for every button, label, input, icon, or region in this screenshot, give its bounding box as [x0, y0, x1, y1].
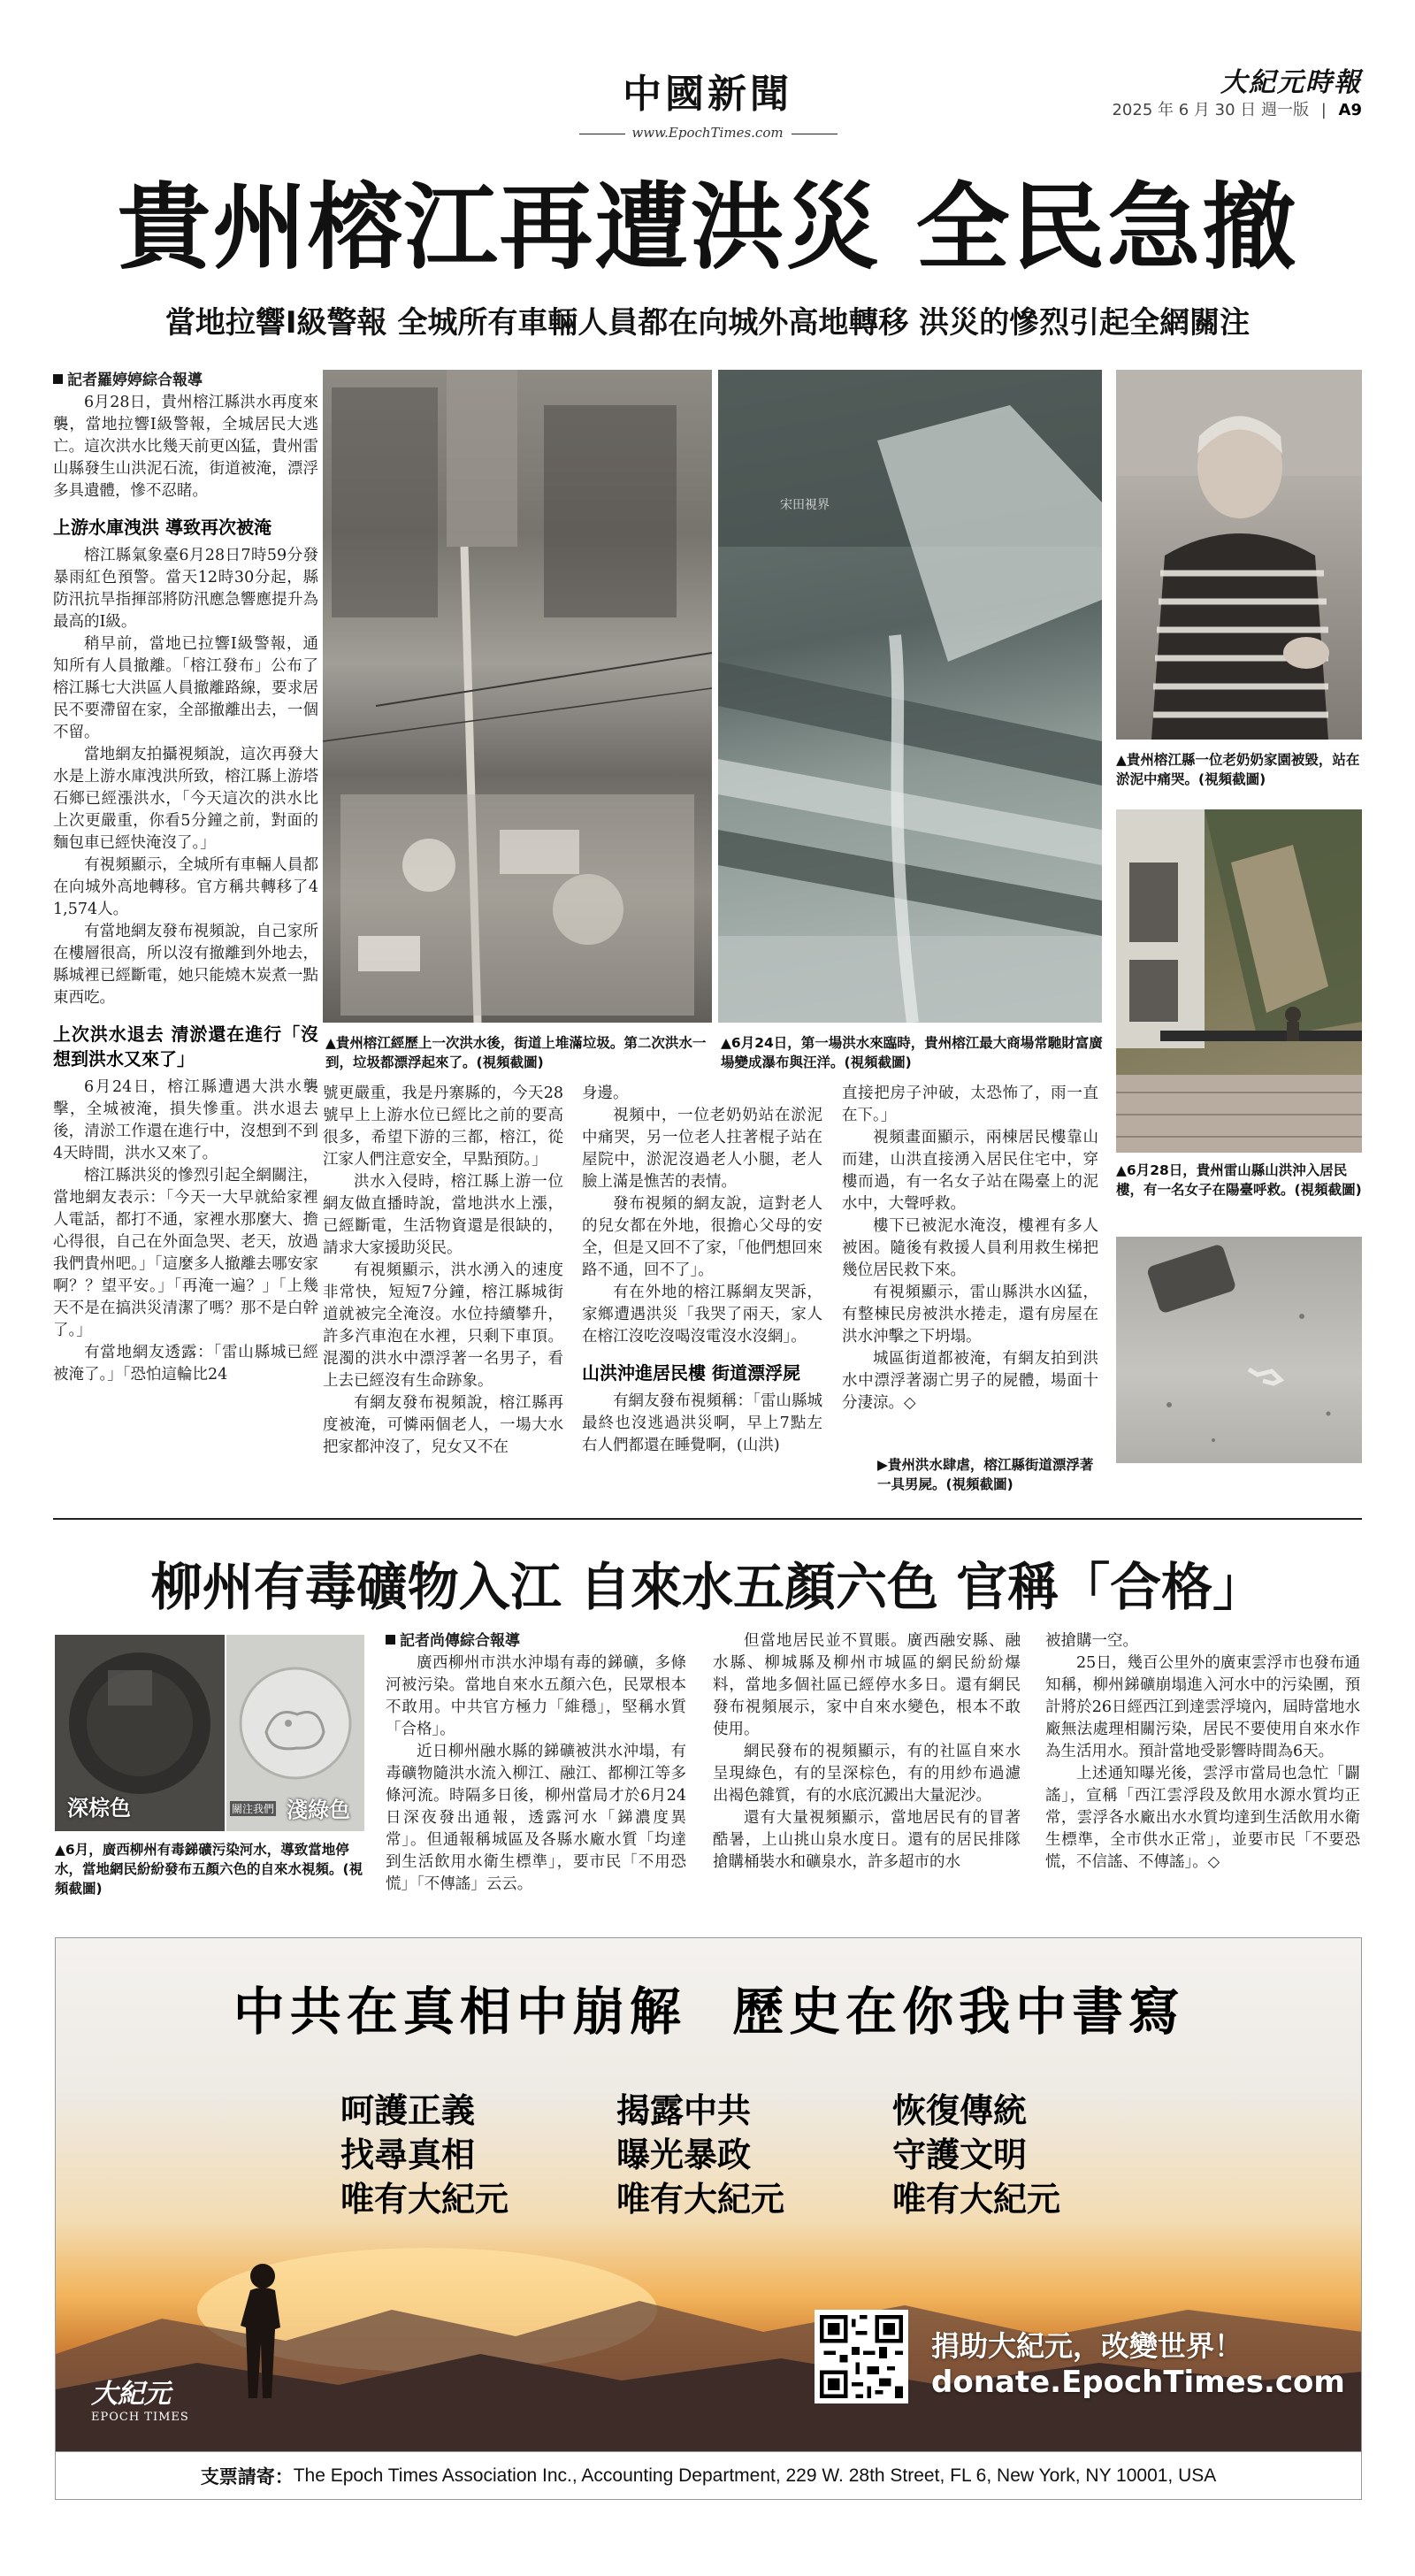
- date-separator: |: [1320, 101, 1327, 119]
- video-watermark: 宋田視界: [780, 498, 830, 512]
- caption-mudslide: ▲6月28日，貴州雷山縣山洪沖入居民樓，有一名女子在陽臺呼救。(視頻截圖): [1116, 1162, 1362, 1198]
- mall-flood-photo: [718, 370, 1102, 1023]
- logo-chinese: 大紀元: [91, 2379, 171, 2410]
- issue-date: 2025 年 6 月 30 日 週一版: [1112, 101, 1309, 119]
- paragraph: 稍早前，當地已拉響Ⅰ級警報，通知所有人員撤離。「榕江發布」公布了榕江縣七大洪區人員撤離路線，要求居民不要滯留在家，全部撤離出去，一個不留。: [53, 635, 318, 741]
- follow-us-label: 關注我們: [232, 1803, 275, 1815]
- caption-mall: ▲6月24日，第一場洪水來臨時，貴州榕江最大商場常馳財富廣場變成瀑布與汪洋。(視頻截圖): [721, 1035, 1103, 1070]
- green-water-label: 淺綠色: [287, 1798, 350, 1822]
- paragraph: 有視頻顯示，雷山縣洪水凶猛，有整棟民房被洪水捲走，還有房屋在洪水沖擊之下坍塌。: [842, 1284, 1098, 1346]
- paragraph: 樓下已被泥水淹沒，樓裡有多人被困。隨後有救援人員利用救生梯把幾位居民救下來。: [842, 1217, 1098, 1279]
- ad-column-3: [892, 2089, 1060, 2221]
- paragraph: 有視頻顯示，洪水湧入的速度非常快，短短7分鐘，榕江縣城街道就被完全淹沒。水位持續攀升，許多汽車泡在水裡，只剩下車頂。混濁的洪水中漂浮著一名男子，看上去已經沒有生命跡象。: [323, 1261, 563, 1390]
- story1-lead: 6月28日，貴州榕江縣洪水再度來襲，當地拉響Ⅰ級警報，全城居民大逃亡。這次洪水比幾天前更凶猛，貴州雷山縣發生山洪泥石流，街道被淹，漂浮多具遺體，慘不忍睹。: [53, 394, 318, 500]
- paragraph: 洪水入侵時，榕江縣上游一位網友做直播時說，當地洪水上漲，已經斷電，生活物資還是很缺的，請求大家援助災民。: [323, 1173, 563, 1257]
- ad-column-1: [340, 2089, 509, 2221]
- paragraph: 網民發布的視頻顯示，有的社區自來水呈現綠色，有的呈深棕色，有的用紗布過濾出褐色雜質，有的水底沉澱出大量泥沙。: [713, 1743, 1021, 1805]
- page-number: A9: [1338, 101, 1362, 119]
- story2-column-1: [386, 1630, 686, 1896]
- story-divider: [53, 1518, 1362, 1520]
- paragraph: 上述通知曝光後，雲浮市當局也急忙「闢謠」，宣稱「西江雲浮段及飲用水源水質均正常，雲浮各水廠出水水質均達到生活飲用水衛生標準，全市供水正常」，並要市民「不要恐慌，不信謠、不傳謠」。◇: [1045, 1765, 1360, 1871]
- mudslide-photo: [1116, 809, 1362, 1153]
- paragraph: 發布視頻的網友說，這對老人的兒女都在外地，很擔心父母的安全，但是又回不了家，「他們想回來路不通，回不了」。: [582, 1195, 822, 1279]
- caption-grandmother: ▲貴州榕江縣一位老奶奶家園被毀，站在淤泥中痛哭。(視頻截圖): [1116, 752, 1360, 787]
- paragraph: 有網友發布視頻稱：「雷山縣城最終也沒逃過洪災啊，早上7點左右人們都還在睡覺啊，(山洪): [582, 1392, 822, 1454]
- story2-byline: 記者尚傳綜合報導: [386, 1630, 686, 1652]
- ad-column-2: [616, 2089, 784, 2221]
- ad-line: 呵護正義: [340, 2091, 476, 2130]
- story2-column-2: [713, 1630, 1021, 1874]
- story1-headline: 貴州榕江再遭洪災 全民急撤: [117, 172, 1298, 282]
- story2-column-3: [1045, 1630, 1360, 1874]
- website: www.EpochTimes.com: [631, 125, 784, 141]
- paragraph: 榕江縣氣象臺6月28日7時59分發暴雨紅色預警。當天12時30分起，縣防汛抗旱指揮部將防汛應急響應提升為最高的Ⅰ級。: [53, 547, 318, 631]
- story1-subhead: 當地拉響Ⅰ級警報 全城所有車輛人員都在向城外高地轉移 洪災的慘烈引起全網關注: [164, 305, 1251, 341]
- paragraph: 有當地網友發布視頻說，自己家所在樓層很高，所以沒有撤離到外地去，縣城裡已經斷電，她只能燒木炭煮一點東西吃。: [53, 923, 318, 1007]
- ad-line: 唯有大紀元: [616, 2180, 785, 2219]
- brown-water-label: 深棕色: [67, 1796, 131, 1821]
- paragraph: 6月24日，榕江縣遭遇大洪水襲擊，全城被淹，損失慘重。洪水退去後，清淤工作還在進行中，沒想到不到4天時間，洪水又來了。: [53, 1078, 318, 1162]
- green-water-photo: [226, 1635, 364, 1831]
- paragraph: 城區街道都被淹，有網友拍到洪水中漂浮著溺亡男子的屍體，場面十分淒涼。◇: [842, 1350, 1098, 1412]
- mudslide-illustration: [1116, 809, 1362, 1153]
- grandmother-photo: [1116, 370, 1362, 740]
- date-line: [1017, 97, 1362, 120]
- grandmother-illustration: [1116, 370, 1362, 740]
- story1-subheading-3: 山洪沖進居民樓 街道漂浮屍: [582, 1362, 800, 1384]
- paragraph: 還有大量視頻顯示，當地居民有的冒著酷暑，上山挑山泉水度日。還有的居民排隊搶購桶裝水和礦泉水，許多超市的水: [713, 1809, 1021, 1871]
- ad-line: 恢復傳統: [892, 2091, 1028, 2130]
- story1-column-1: [53, 370, 318, 1386]
- paragraph: 有當地網友透露：「雷山縣城已經被淹了。」「恐怕這輪比24: [53, 1344, 318, 1384]
- paragraph: 有網友發布視頻說，榕江縣再度被淹，可憐兩個老人，一場大水把家都沖沒了，兒女又不在: [323, 1394, 563, 1456]
- brown-water-photo: [55, 1635, 225, 1831]
- flood-debris-illustration: [323, 370, 712, 1023]
- ad-line: 唯有大紀元: [892, 2180, 1061, 2219]
- paragraph: 視頻中，一位老奶奶站在淤泥中痛哭，另一位老人拄著棍子站在屋院中，淤泥沒過老人小腿，老人臉上滿是憔苦的表情。: [582, 1107, 822, 1191]
- paragraph: 廣西柳州市洪水沖塌有毒的銻礦，多條河被污染。當地自來水五顏六色，民眾根本不敢用。中共官方極力「維穩」，堅稱水質「合格」。: [386, 1654, 686, 1738]
- story2-headline: 柳州有毒礦物入江 自來水五顏六色 官稱「合格」: [150, 1557, 1265, 1617]
- donate-url[interactable]: donate.EpochTimes.com: [931, 2365, 1345, 2400]
- story1-byline: 記者羅婷婷綜合報導: [53, 370, 318, 392]
- street-illustration: [1116, 1237, 1362, 1463]
- logo-english: EPOCH TIMES: [91, 2411, 189, 2424]
- paragraph-continued: 號更嚴重，我是丹寨縣的，今天28號早上上游水位已經比之前的要高很多，希望下游的三都，榕江，從江家人們注意安全，早點預防。」: [323, 1085, 563, 1169]
- paragraph: 當地網友拍攝視頻說，這次再發大水是上游水庫洩洪所致，榕江縣上游塔石鄉已經漲洪水，「今天這次的洪水比上次更嚴重，你看5分鐘之前，對面的麵包車已經快淹沒了。」: [53, 746, 318, 852]
- section-title: 中國新聞: [623, 72, 792, 117]
- story1-subheading-2: 上次洪水退去 清淤還在進行「沒想到洪水又來了」: [53, 1024, 318, 1070]
- paragraph: 有視頻顯示，全城所有車輛人員都在向城外高地轉移。官方稱共轉移了41,574人。: [53, 856, 318, 918]
- check-label: 支票請寄：: [200, 2466, 294, 2488]
- donate-text: 捐助大紀元，改變世界！: [931, 2329, 1243, 2363]
- mall-flood-illustration: [718, 370, 1102, 1023]
- paper-name: 大紀元時報: [1220, 67, 1362, 98]
- ad-line: 守護文明: [892, 2135, 1028, 2174]
- caption-liuzhou-water: ▲6月，廣西柳州有毒銻礦污染河水，導致當地停水，當地網民紛紛發布五顏六色的自來水視頻。(視頻截圖): [55, 1842, 363, 1897]
- paragraph: 近日柳州融水縣的銻礦被洪水沖塌，有毒礦物隨洪水流入柳江、融江、都柳江等多條河流。時隔多日後，柳州當局才於6月24日深夜發出通報，透露河水「銻濃度異常」。但通報稱城區及各縣水廠水質「均達到生活飲用水衛生標準」，要市民「不用恐慌」「不傳謠」云云。: [386, 1743, 686, 1893]
- caption-debris: ▲貴州榕江經歷上一次洪水後，街道上堆滿垃圾。第二次洪水一到，垃圾都漂浮起來了。(視頻截圖): [325, 1035, 707, 1070]
- check-mailing-bar: [55, 2452, 1362, 2500]
- ad-line: 唯有大紀元: [340, 2180, 509, 2219]
- qr-code[interactable]: [815, 2310, 908, 2404]
- epoch-times-logo[interactable]: [91, 2372, 189, 2424]
- paragraph: 25日，幾百公里外的廣東雲浮市也發布通知稱，柳州銻礦崩塌進入河水中的污染團，預計將於26日經西江到達雲浮境內，屆時當地水廠無法處理相關污染，居民不要使用自來水作為生活用水。預計當地受影響時間為6天。: [1045, 1654, 1360, 1760]
- story1-column-2: [323, 1083, 563, 1459]
- ad-line: 揭露中共: [616, 2091, 752, 2130]
- caption-street: ▶貴州洪水肆虐，榕江縣街道漂浮著一具男屍。(視頻截圖): [877, 1457, 1094, 1492]
- story1-column-3: [582, 1083, 822, 1457]
- qr-code-pattern: [820, 2315, 903, 2398]
- story1-column-4: [842, 1083, 1098, 1414]
- ad-line: 曝光暴政: [616, 2135, 752, 2174]
- story1-subheading-1: 上游水庫洩洪 導致再次被淹: [53, 517, 272, 538]
- paragraph: 但當地居民並不買賬。廣西融安縣、融水縣、柳城縣及柳州市城區的網民紛紛爆料，當地多個社區已經停水多日。還有網民發布視頻展示，家中自來水變色，根本不敢使用。: [713, 1632, 1021, 1738]
- flood-debris-photo: [323, 370, 712, 1023]
- paragraph-continued: 直接把房子沖破，太恐怖了，雨一直在下。」: [842, 1085, 1098, 1124]
- paragraph-continued: 身邊。: [582, 1085, 629, 1102]
- street-photo: [1116, 1237, 1362, 1463]
- paragraph: 視頻畫面顯示，兩棟居民樓靠山而建，山洪直接湧入居民住宅中，穿樓而過，有一名女子站在陽臺上的泥水中，大聲呼救。: [842, 1129, 1098, 1213]
- paragraph: 有在外地的榕江縣網友哭訴，家鄉遭遇洪災「我哭了兩天，家人在榕江沒吃沒喝沒電沒水沒網」。: [582, 1284, 822, 1346]
- paragraph-continued: 被搶購一空。: [1045, 1632, 1138, 1650]
- paragraph: 榕江縣洪災的慘烈引起全網關注，當地網友表示：「今天一大早就給家裡人電話，都打不通，家裡水那麼大、擔心得很，自己在外面急哭、老天，放過我們貴州吧。」「這麼多人撤離去哪安家啊？？望平安。」「再淹一遍？」「上幾天不是在搞洪災清潔了嗎？那不是白幹了。」: [53, 1167, 318, 1339]
- ad-headline: 中共在真相中崩解 歷史在你我中書寫: [233, 1982, 1186, 2042]
- check-address: The Epoch Times Association Inc., Accounting Department, 229 W. 28th Street, FL 6, New York, NY 10001, USA: [293, 2465, 1217, 2486]
- donation-ad[interactable]: [55, 1937, 1362, 2452]
- ad-line: 找尋真相: [340, 2135, 476, 2174]
